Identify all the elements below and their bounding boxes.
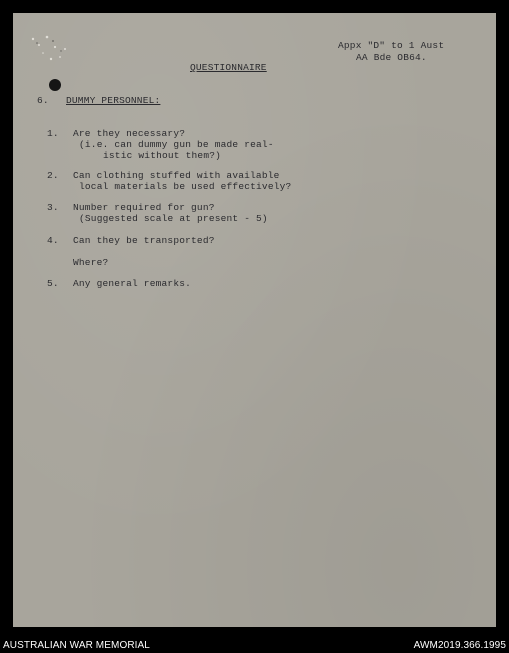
item-3-number: 3. xyxy=(47,202,59,213)
item-2-line-1: Can clothing stuffed with available xyxy=(73,170,280,181)
punch-hole xyxy=(49,79,61,91)
footer-credit: AUSTRALIAN WAR MEMORIAL xyxy=(3,640,150,651)
item-1-number: 1. xyxy=(47,128,59,139)
item-1-line-2: (i.e. can dummy gun be made real- xyxy=(79,139,274,150)
item-2-number: 2. xyxy=(47,170,59,181)
ink-smudge xyxy=(25,27,75,67)
ref-line-2: AA Bde OB64. xyxy=(356,52,427,63)
item-3-line-2: (Suggested scale at present - 5) xyxy=(79,213,268,224)
item-1-line-3: istic without them?) xyxy=(103,150,222,161)
footer-accession-number: AWM2019.366.1995 xyxy=(413,640,506,651)
item-5-line-1: Any general remarks. xyxy=(73,278,192,289)
ref-line-1: Appx "D" to 1 Aust xyxy=(338,40,445,51)
section-number: 6. xyxy=(37,95,49,106)
item-4-number: 4. xyxy=(47,235,59,246)
item-4-line-1: Can they be transported? xyxy=(73,235,215,246)
item-4-line-2: Where? xyxy=(73,257,109,268)
section-title: DUMMY PERSONNEL: xyxy=(66,95,161,106)
item-5-number: 5. xyxy=(47,278,59,289)
document-page xyxy=(13,13,496,627)
item-3-line-1: Number required for gun? xyxy=(73,202,215,213)
item-2-line-2: local materials be used effectively? xyxy=(79,181,292,192)
item-1-line-1: Are they necessary? xyxy=(73,128,186,139)
document-title: QUESTIONNAIRE xyxy=(190,62,267,73)
